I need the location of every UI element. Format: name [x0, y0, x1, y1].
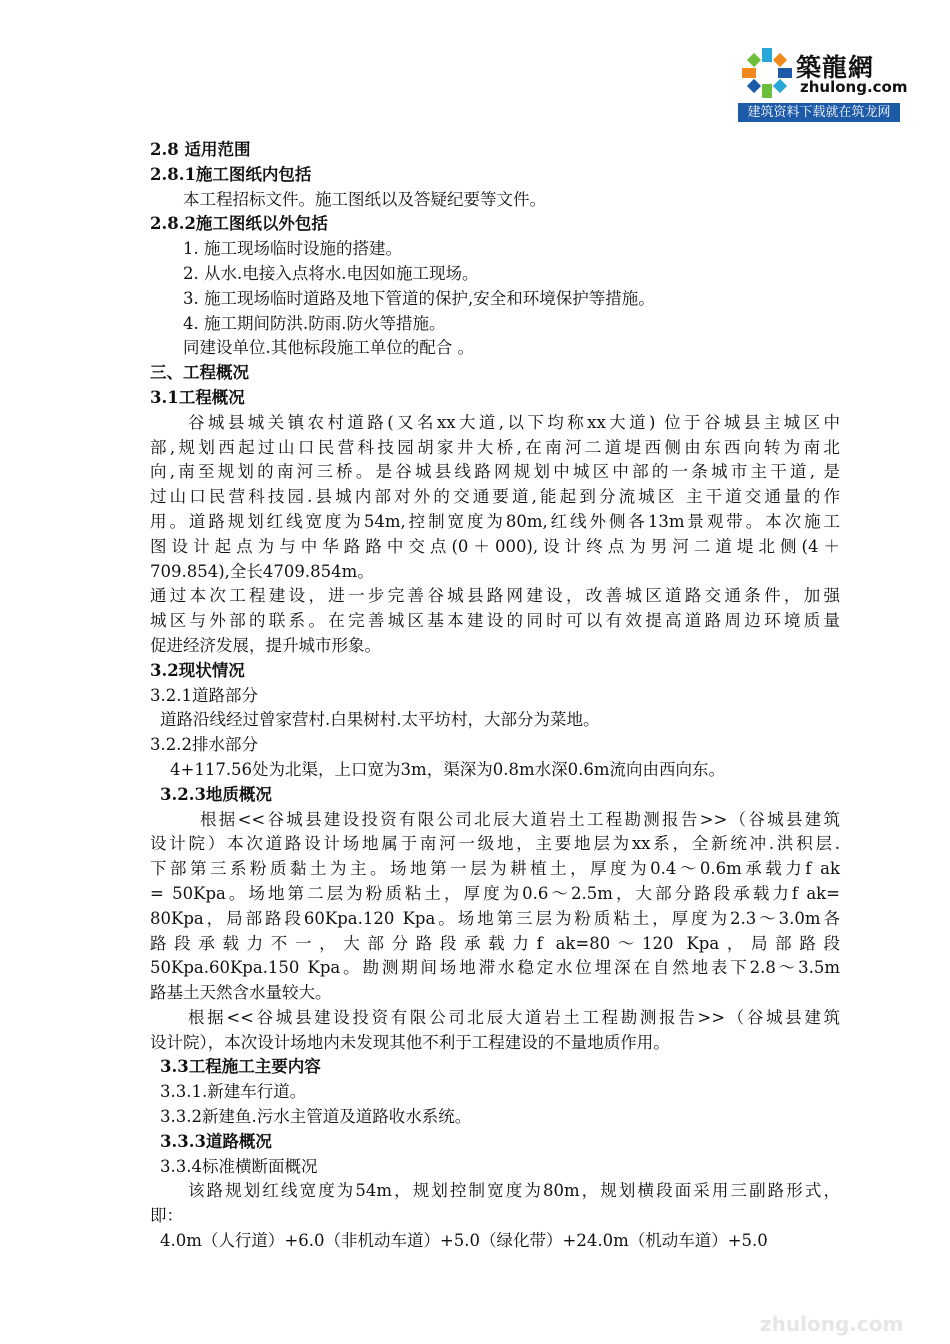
zhulong-logo	[738, 44, 908, 122]
section-heading: 3.1工程概况	[150, 387, 245, 407]
logo-english-name: zhulong.com	[800, 78, 908, 96]
text-line: 设计院）本次道路设计场地属于南河一级地，主要地层为xx系，全新统冲.洪积层.	[150, 834, 840, 854]
text-line: 通过本次工程建设，进一步完善谷城县路网建设，改善城区道路交通条件，加强	[150, 586, 840, 606]
text-line: 路基土天然含水量较大。	[150, 983, 332, 1003]
section-heading: 3.2.3地质概况	[160, 784, 272, 804]
text-line: 4+117.56处为北渠，上口宽为3m，渠深为0.8m水深0.6m流向由西向东。	[170, 759, 725, 779]
text-line: 3.3.2新建鱼.污水主管道及道路收水系统。	[160, 1107, 472, 1127]
text-line: 根据<<谷城县建设投资有限公司北辰大道岩土工程勘测报告>>（谷城县建筑	[200, 809, 840, 829]
text-line: 该路规划红线宽度为54m，规划控制宽度为80m，规划横段面采用三副路形式，	[188, 1181, 840, 1201]
text-line: 4. 施工期间防洪.防雨.防火等措施。	[183, 313, 446, 333]
text-line: = 50Kpa。场地第二层为粉质粘土，厚度为0.6～2.5m，大部分路段承载力f ak=	[150, 883, 840, 903]
text-line: 用。道路规划红线宽度为54m,控制宽度为80m,红线外侧各13m景观带。本次施工	[150, 511, 840, 531]
section-heading: 三、工程概况	[150, 363, 249, 383]
text-line: 4.0m（人行道）+6.0（非机动车道）+5.0（绿化带）+24.0m（机动车道）+5.0	[160, 1231, 768, 1251]
logo-top	[738, 44, 908, 102]
text-line: 本工程招标文件。施工图纸以及答疑纪要等文件。	[183, 189, 546, 209]
text-line: 促进经济发展，提升城市形象。	[150, 635, 381, 655]
text-line: 同建设单位.其他标段施工单位的配合 。	[183, 338, 474, 358]
text-line: 3.3.4标准横断面概况	[160, 1156, 318, 1176]
logo-slogan-bar: 建筑资料下载就在筑龙网	[738, 103, 900, 122]
text-line: 设计院），本次设计场地内未发现其他不利于工程建设的不量地质作用。	[150, 1032, 670, 1052]
section-heading: 3.3工程施工主要内容	[160, 1057, 321, 1077]
text-line: 向,南至规划的南河三桥。是谷城县线路网规划中城区中部的一条城市主干道, 是	[150, 462, 840, 482]
text-line: 下部第三系粉质黏土为主。场地第一层为耕植土，厚度为0.4～0.6m承载力f ak	[150, 859, 840, 879]
section-heading: 3.3.3道路概况	[160, 1131, 272, 1151]
text-line: 2. 从水.电接入点将水.电因如施工现场。	[183, 263, 479, 283]
text-line: 部,规划西起过山口民营科技园胡家井大桥,在南河二道堤西侧由东西向转为南北	[150, 437, 840, 457]
text-line: 即：	[150, 1206, 183, 1226]
section-heading: 2.8 适用范围	[150, 140, 251, 159]
text-line: 路段承载力不一，大部分路段承载力f ak=80～120 Kpa，局部路段	[150, 933, 840, 953]
text-line: 城区与外部的联系。在完善城区基本建设的同时可以有效提高道路周边环境质量	[150, 611, 840, 631]
watermark: zhulong.com	[760, 1312, 904, 1336]
snowflake-logo-icon	[740, 46, 794, 100]
text-line: 谷城县城关镇农村道路(又名xx大道,以下均称xx大道) 位于谷城县主城区中	[188, 412, 840, 432]
section-heading: 2.8.1施工图纸内包括	[150, 164, 312, 184]
text-line: 709.854),全长4709.854m。	[150, 561, 374, 581]
text-line: 3.2.2排水部分	[150, 735, 258, 755]
text-line: 50Kpa.60Kpa.150 Kpa。勘测期间场地滞水稳定水位埋深在自然地表下2.8～3.5m	[150, 958, 840, 978]
section-heading: 3.2现状情况	[150, 660, 245, 680]
logo-chinese-name: 築龍網	[796, 53, 875, 82]
text-line: 1. 施工现场临时设施的搭建。	[183, 239, 402, 259]
text-line: 图设计起点为与中华路路中交点(0＋000),设计终点为男河二道堤北侧(4＋	[150, 536, 840, 556]
text-line: 道路沿线经过曾家营村.白果树村.太平坊村，大部分为菜地。	[160, 710, 600, 730]
text-line: 3. 施工现场临时道路及地下管道的保护,安全和环境保护等措施。	[183, 288, 655, 308]
document-body	[150, 138, 840, 1254]
text-line: 3.2.1道路部分	[150, 685, 258, 705]
text-line: 3.3.1.新建车行道。	[160, 1082, 307, 1102]
text-line: 80Kpa，局部路段60Kpa.120 Kpa。场地第三层为粉质粘土，厚度为2.3～3.0m各	[150, 908, 840, 928]
section-heading: 2.8.2施工图纸以外包括	[150, 214, 328, 234]
text-line: 过山口民营科技园.县城内部对外的交通要道,能起到分流城区 主干道交通量的作	[150, 487, 840, 507]
text-line: 根据<<谷城县建设投资有限公司北辰大道岩土工程勘测报告>>（谷城县建筑	[188, 1007, 840, 1027]
